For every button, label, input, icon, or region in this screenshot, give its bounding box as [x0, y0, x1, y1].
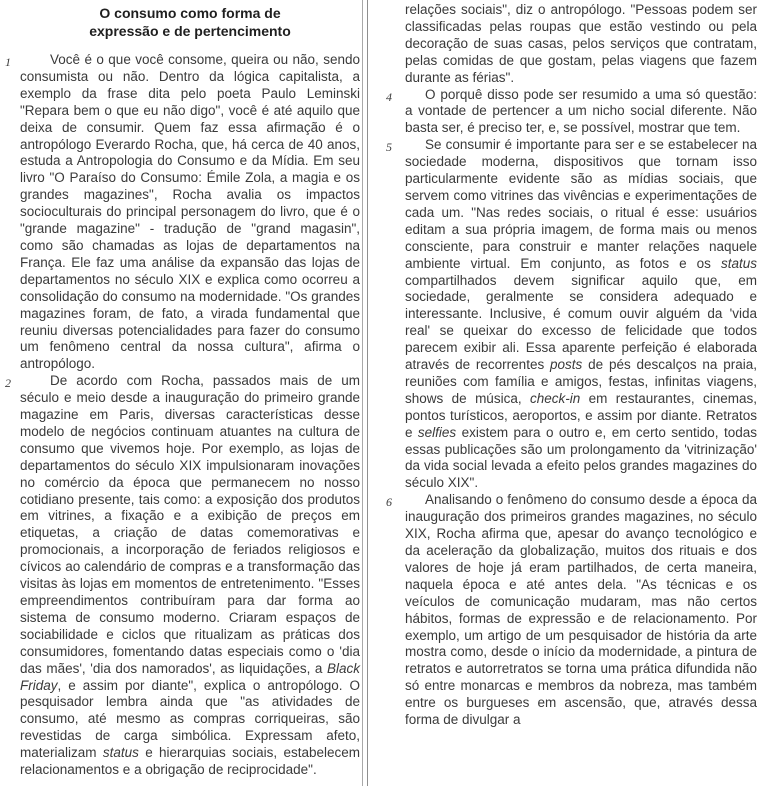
paragraph-text: relações sociais", diz o antropólogo. "Pessoas podem ser classificadas pelas roupas que estão vestindo ou pela decoração de suas casas, pelos serviços que contratam, pelas comidas de que gostam, pelas viagens que fazem durante as férias". [405, 2, 757, 85]
paragraph-text: Analisando o fenômeno do consumo desde a época da inauguração dos primeiros grandes magazines, no século XIX, Rocha afirma que, apesar do avanço tecnológico e da aceleração da globalização, muitos dos rituais e dos valores de hoje já eram partilhados, de certa maneira, naquela época e até antes dela. "As técnicas e os veículos de comunicação mudaram, mas não certos hábitos, formas de expressão e de relacionamento. Por exemplo, um artigo de um pesquisador de história da arte mostra como, desde o início da modernidade, a pintura de retratos e autorretratos se torna uma prática difundida não só entre monarcas e membros da nobreza, mas também entre os burgueses em ascensão, que, através dessa forma de divulgar a [405, 492, 757, 728]
column-divider [362, 0, 368, 786]
document-title [20, 5, 360, 40]
paragraph-text: O porquê disso pode ser resumido a uma só questão: a vontade de pertencer a um nicho social diferente. Não basta ser, é preciso ter, e, se possível, mostrar que tem. [405, 86, 757, 136]
paragraph-number: 6 [386, 495, 392, 510]
paragraph-number: 2 [5, 376, 11, 391]
paragraph-5 [377, 137, 759, 492]
paragraph-3-continuation [377, 2, 759, 87]
paragraph-1 [0, 52, 362, 373]
right-column [377, 0, 759, 729]
paragraph-6 [377, 492, 759, 729]
paragraph-number: 1 [5, 55, 11, 69]
paragraph-2 [0, 373, 362, 779]
document-title-line-2: expressão e de pertencimento [89, 22, 291, 39]
paragraph-number: 4 [386, 89, 392, 104]
paragraph-text: De acordo com Rocha, passados mais de um século e meio desde a inauguração do primeiro grande magazine em Paris, diversas características desse modelo de negócios continuam atuantes na cultura de consumo que vivemos hoje. Por exemplo, as lojas de departamentos do século XIX impulsionaram inovações no comércio da época que permanecem no nosso cotidiano presente, tais como: a exposição dos produtos em vitrines, a fixação e a exibição de preços em etiquetas, a criação de datas comemorativas e promocionais, a incorporação de feriados religiosos e cívicos ao calendário de compras e a transformação das visitas às lojas em momentos de entretenimento. "Esses empreendimentos contribuíram para dar forma ao sistema de consumo moderno. Criaram espaços de sociabilidade e ciclos que ritualizam as práticas dos consumidores, fomentando datas especiais como o 'dia das mães', 'dia dos namorados', as liquidações, a Black Friday, e assim por diante", explica o antropólogo. O pesquisador lembra ainda que "as atividades de consumo, até mesmo as compras corriqueiras, são revestidas de carga simbólica. Expressam afeto, materializam status e hierarquias sociais, estabelecem relacionamentos e a obrigação de reciprocidade". [20, 373, 360, 778]
left-column [0, 0, 362, 779]
paragraph-text: Você é o que você consome, queira ou não, sendo consumista ou não. Dentro da lógica capitalista, a exemplo da frase dita pelo poeta Paulo Leminski "Repara bem o que eu não digo", você é até aquilo que deixa de consumir. Quem faz essa afirmação é o antropólogo Everardo Rocha, que, há cerca de 40 anos, estuda a Antropologia do Consumo e da Mídia. Em seu livro "O Paraíso do Consumo: Émile Zola, a magia e os grandes magazines", Rocha avalia os impactos socioculturais do principal personagem do livro, que é o "grande magazine" - tradução de "grand magasin", como são chamadas as lojas de departamentos na França. Ele faz uma análise da expansão das lojas de departamentos no século XIX e explica como ocorreu a consolidação do consumo na modernidade. "Os grandes magazines foram, de fato, a virada fundamental que reuniu diversas potencialidades para fazer do consumo um fenômeno central da nossa cultura", afirma o antropólogo. [20, 52, 360, 372]
document-title-line-1: O consumo como forma de [99, 5, 281, 21]
paragraph-number: 5 [386, 140, 392, 155]
paragraph-4 [377, 87, 759, 138]
paragraph-text: Se consumir é importante para ser e se estabelecer na sociedade moderna, dispositivos que tornam isso particularmente evidente são as mídias sociais, que servem como vitrines das vivências e experimentações de cada um. "Nas redes sociais, o ritual é esse: usuários editam a sua própria imagem, de forma mais ou menos consciente, para construir e manter relações naquele ambiente virtual. Em conjunto, as fotos e os status compartilhados devem significar aquilo que, em sociedade, geralmente se considera adequado e interessante. Inclusive, é comum ouvir alguém da 'vida real' se queixar do excesso de felicidade que todos parecem exibir ali. Essa aparente perfeição é elaborada através de recorrentes posts de pés descalços na praia, reuniões com família e amigos, festas, infinitas viagens, shows de música, check-in em restaurantes, cinemas, pontos turísticos, aeroportos, e assim por diante. Retratos e selfies existem para o outro e, em certo sentido, todas essas publicações são um prolongamento da 'vitrinização' da vida social levada a efeito pelos grandes magazines do século XIX". [405, 137, 757, 491]
